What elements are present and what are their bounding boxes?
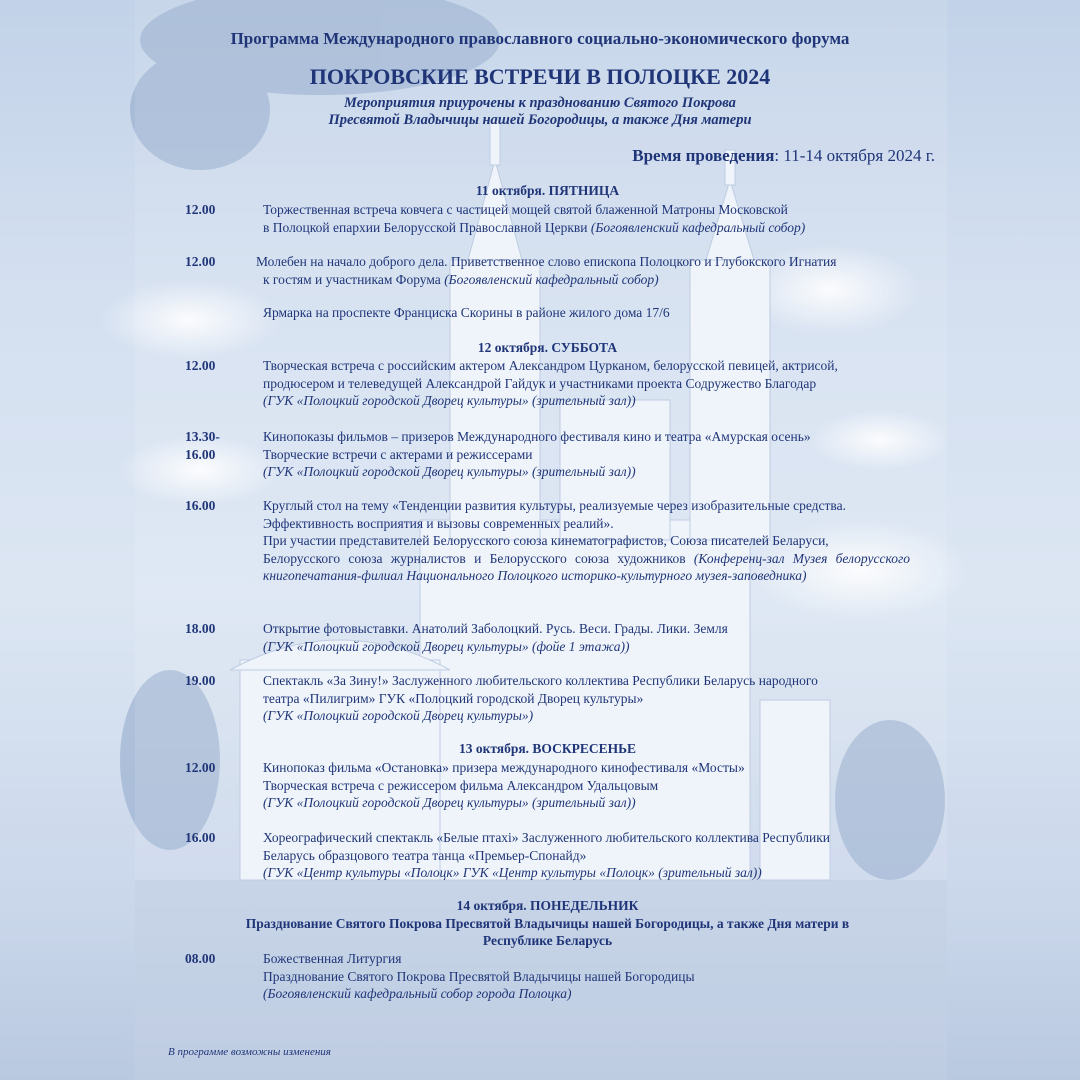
event-location: (ГУК «Полоцкий городской Дворец культуры» (зрительный зал)): [263, 393, 636, 408]
event-location: (ГУК «Полоцкий городской Дворец культуры» (зрительный зал)): [263, 464, 636, 479]
event-line: Кинопоказы фильмов – призеров Международного фестиваля кино и театра «Амурская осень»: [263, 429, 811, 444]
event-line: Молебен на начало доброго дела. Приветственное слово епископа Полоцкого и Глубокского Игнатия: [256, 254, 837, 269]
event-line: театра «Пилигрим» ГУК «Полоцкий городской Дворец культуры»: [263, 690, 644, 706]
event-line: Торжественная встреча ковчега с частицей мощей святой блаженной Матроны Московской: [263, 202, 788, 217]
event-line: Божественная Литургия: [263, 951, 402, 966]
event-time: 16.00: [185, 498, 216, 513]
event-time: 12.00: [185, 202, 216, 217]
event-location: (Конференц-зал Музея белорусского книгопечатания-филиал Национального Полоцкого историко-культурного музея-заповедника): [263, 550, 911, 583]
event-location: (ГУК «Полоцкий городской Дворец культуры» (фойе 1 этажа)): [263, 638, 630, 654]
event-location: (ГУК «Центр культуры «Полоцк» ГУК «Центр культуры «Полоцк» (зрительный зал)): [263, 865, 762, 880]
event-line: Беларусь образцового театра танца «Премьер-Спонайд»: [263, 847, 587, 863]
dates-label: Время проведения: [632, 146, 775, 165]
event-line: [263, 219, 910, 237]
event-description: [263, 829, 910, 882]
footer-note: В программе возможны изменения: [168, 1046, 331, 1058]
event-line: продюсером и телеведущей Александрой Гайдук и участниками проекта Содружество Благодар: [263, 375, 817, 391]
event-description: [263, 950, 910, 1003]
event-line: [256, 271, 910, 289]
day-heading: 12 октября. СУББОТА: [477, 340, 618, 355]
event-description: [263, 759, 910, 812]
event-description: [263, 428, 910, 481]
event-line: Кинопоказ фильма «Остановка» призера международного кинофестиваля «Мосты»: [263, 760, 745, 775]
event-location: (Богоявленский кафедральный собор): [590, 219, 806, 235]
event-line: Белорусского союза журналистов и Белорусского союза художников: [263, 550, 686, 566]
dates-value: : 11-14 октября 2024 г.: [774, 146, 935, 165]
program-heading: Программа Международного православного социально-экономического форума: [230, 29, 850, 48]
event-description: [263, 672, 910, 725]
event-description: [263, 304, 910, 322]
event-line: Творческая встреча с режиссером фильма Александром Удальцовым: [263, 777, 659, 793]
day-heading: 13 октября. ВОСКРЕСЕНЬЕ: [458, 741, 637, 756]
day-subtitle-line: Республике Беларусь: [482, 933, 613, 948]
event-line: Ярмарка на проспекте Франциска Скорины в районе жилого дома 17/6: [263, 305, 670, 320]
event-description: [263, 201, 910, 236]
event-time-end: 16.00: [185, 447, 216, 462]
event-line: Хореографический спектакль «Белые птахі» Заслуженного любительского коллектива Республики: [263, 830, 830, 845]
event-time: 08.00: [185, 951, 216, 966]
event-line: Творческие встречи с актерами и режиссерами: [263, 446, 533, 462]
day-subtitle: [185, 915, 910, 949]
page-title: ПОКРОВСКИЕ ВСТРЕЧИ В ПОЛОЦКЕ 2024: [309, 64, 771, 89]
event-time: 18.00: [185, 621, 216, 636]
page-subtitle: [0, 95, 1080, 129]
day-heading: 14 октября. ПОНЕДЕЛЬНИК: [456, 898, 639, 913]
event-description: [263, 620, 910, 655]
event-line: Эффективность восприятия и вызовы современных реалий».: [263, 515, 614, 531]
event-location: (ГУК «Полоцкий городской Дворец культуры» (зрительный зал)): [263, 795, 636, 810]
event-line: Творческая встреча с российским актером Александром Цурканом, белорусской певицей, актрисой,: [263, 358, 838, 373]
event-line: Празднование Святого Покрова Пресвятой Владычицы нашей Богородицы: [263, 968, 695, 984]
event-time: 12.00: [185, 254, 216, 269]
event-time: 12.00: [185, 358, 216, 373]
event-location: (Богоявленский кафедральный собор): [444, 271, 659, 287]
event-line: Открытие фотовыставки. Анатолий Заболоцкий. Русь. Веси. Грады. Лики. Земля: [263, 621, 728, 636]
event-description: [256, 253, 910, 288]
event-time: 12.00: [185, 760, 216, 775]
event-line: При участии представителей Белорусского союза кинематографистов, Союза писателей Беларуси,: [263, 533, 829, 548]
event-time: [185, 428, 220, 464]
event-description: [263, 497, 910, 585]
day-heading: 11 октября. ПЯТНИЦА: [475, 183, 620, 198]
event-line-text: в Полоцкой епархии Белорусской Православной Церкви: [263, 219, 588, 235]
event-location: (Богоявленский кафедральный собор города Полоцка): [263, 986, 572, 1001]
event-description: [263, 357, 910, 410]
subtitle-line: Пресвятой Владычицы нашей Богородицы, а также Дня матери: [328, 112, 752, 128]
event-time: 19.00: [185, 673, 216, 688]
event-time: 16.00: [185, 830, 216, 845]
event-line: Круглый стол на тему «Тенденции развития культуры, реализуемые через изобразительные средства.: [263, 498, 846, 513]
event-dates: [632, 146, 935, 166]
subtitle-line: Мероприятия приурочены к празднованию Святого Покрова: [344, 95, 736, 111]
event-line: Спектакль «За Зину!» Заслуженного любительского коллектива Республики Беларусь народного: [263, 673, 818, 688]
event-time-start: 13.30-: [185, 429, 220, 444]
day-subtitle-line: Празднование Святого Покрова Пресвятой Владычицы нашей Богородицы, а также Дня матери в: [245, 916, 850, 931]
event-location: (ГУК «Полоцкий городской Дворец культуры»): [263, 708, 534, 723]
event-line-text: к гостям и участникам Форума: [263, 271, 441, 287]
